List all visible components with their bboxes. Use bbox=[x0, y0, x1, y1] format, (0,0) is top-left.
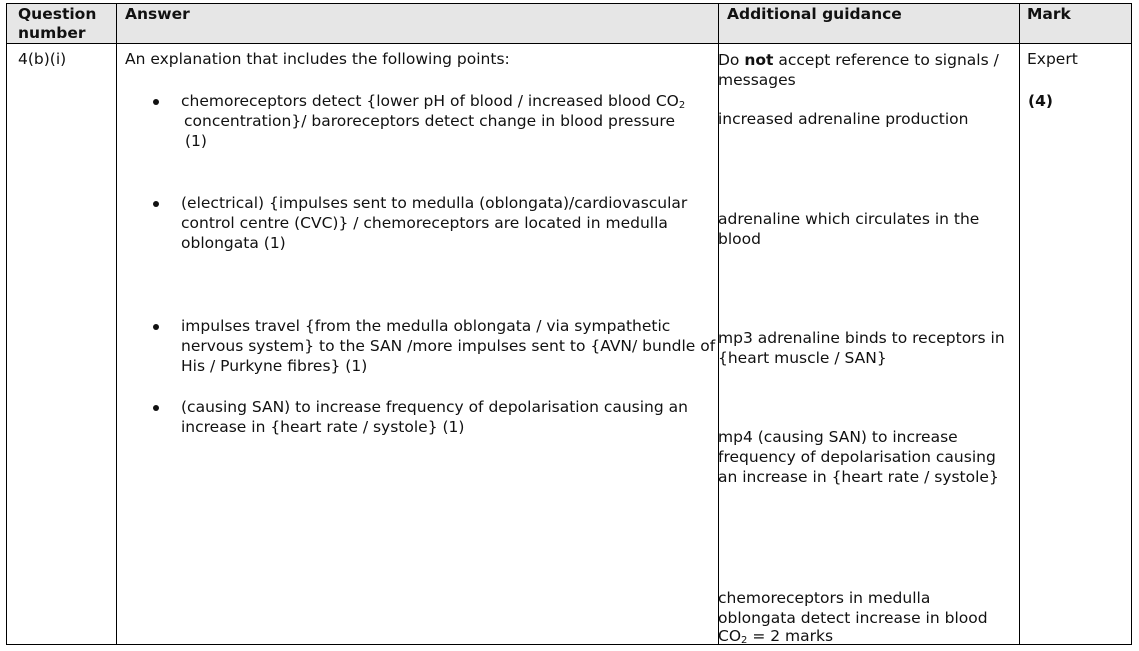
guidance-2: increased adrenaline production bbox=[718, 110, 969, 128]
answer-bullet-4-line1: (causing SAN) to increase frequency of depolarisation causing an bbox=[181, 398, 688, 416]
guidance-5-line1: mp4 (causing SAN) to increase bbox=[718, 428, 958, 446]
guidance-3-line2: blood bbox=[718, 230, 761, 248]
header-question-line1: Question bbox=[18, 5, 97, 23]
bullet-point bbox=[153, 324, 159, 330]
answer-bullet-2-line2: control centre (CVC)} / chemoreceptors are located in medulla bbox=[181, 214, 668, 232]
guidance-1-line2: messages bbox=[718, 71, 796, 89]
mark-value: (4) bbox=[1028, 92, 1053, 110]
question-number: 4(b)(i) bbox=[18, 50, 67, 68]
guidance-6-line2: oblongata detect increase in blood bbox=[718, 609, 988, 627]
answer-bullet-3-line3: His / Purkyne fibres} (1) bbox=[181, 357, 368, 375]
guidance-4-line2: {heart muscle / SAN} bbox=[718, 349, 887, 367]
answer-bullet-2-line3: oblongata (1) bbox=[181, 234, 286, 252]
mark-scheme-table bbox=[6, 3, 1132, 645]
header-answer: Answer bbox=[125, 5, 190, 23]
guidance-5-line2: frequency of depolarisation causing bbox=[718, 448, 996, 466]
answer-bullet-2-line1: (electrical) {impulses sent to medulla (oblongata)/cardiovascular bbox=[181, 194, 688, 212]
answer-bullet-1-line1: chemoreceptors detect {lower pH of blood / increased blood $CO_2$ bbox=[181, 92, 686, 111]
bullet-point bbox=[153, 99, 159, 105]
column-divider bbox=[116, 4, 117, 644]
guidance-3-line1: adrenaline which circulates in the bbox=[718, 210, 980, 228]
guidance-4-line1: mp3 adrenaline binds to receptors in bbox=[718, 329, 1005, 347]
answer-bullet-4-line2: increase in {heart rate / systole} (1) bbox=[181, 418, 465, 436]
guidance-5-line3: an increase in {heart rate / systole} bbox=[718, 468, 999, 486]
answer-bullet-3-line2: nervous system} to the SAN /more impulses sent to {AVN/ bundle of bbox=[181, 337, 716, 355]
guidance-6-line1: chemoreceptors in medulla bbox=[718, 589, 931, 607]
guidance-1-line1: Do not accept reference to signals / bbox=[718, 51, 999, 69]
answer-bullet-1-line2: concentration}/ baroreceptors detect change in blood pressure bbox=[184, 112, 675, 130]
mark-type: Expert bbox=[1027, 50, 1078, 68]
header-additional-guidance: Additional guidance bbox=[727, 5, 902, 23]
column-divider bbox=[718, 4, 719, 644]
answer-intro: An explanation that includes the following points: bbox=[125, 50, 510, 68]
bullet-point bbox=[153, 405, 159, 411]
guidance-6-line3: $CO_2 = 2$ marks bbox=[718, 627, 834, 646]
answer-bullet-3-line1: impulses travel {from the medulla oblongata / via sympathetic bbox=[181, 317, 671, 335]
header-mark: Mark bbox=[1027, 5, 1071, 23]
bullet-point bbox=[153, 201, 159, 207]
header-question-line2: number bbox=[18, 24, 86, 42]
column-divider bbox=[1019, 4, 1020, 644]
answer-bullet-1-line3: (1) bbox=[185, 132, 207, 150]
